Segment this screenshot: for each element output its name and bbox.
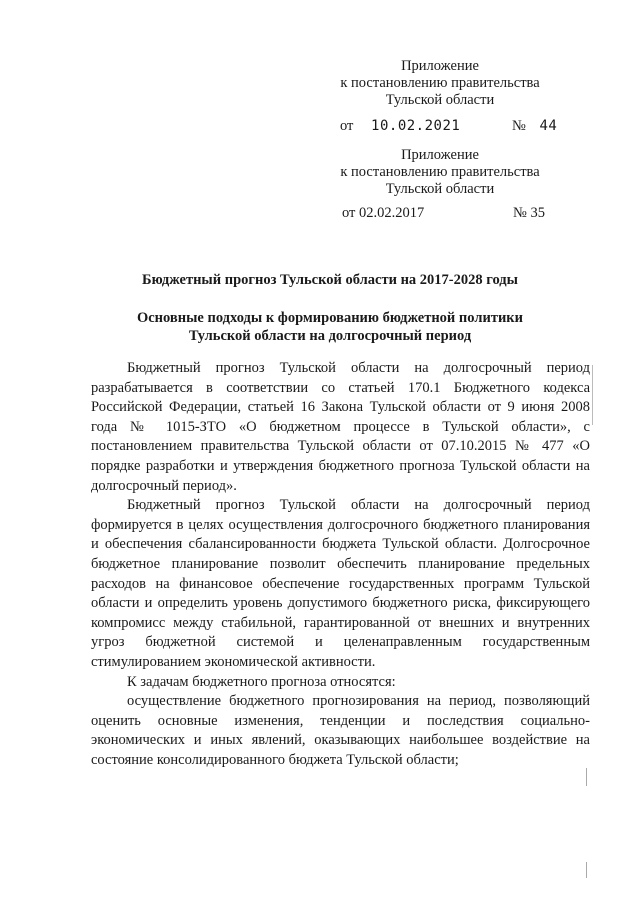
region-label: Тульской области: [385, 92, 495, 108]
original-date: от 02.02.2017: [342, 205, 425, 221]
original-number: № 35: [513, 205, 545, 221]
paragraph-purpose: Бюджетный прогноз Тульской области на долгосрочный период формируется в целях осуществления долгосрочного бюджетного планирования и обеспечения сбалансированности бюджета Тульской области. Долгосрочное бюджетное планирование позволит обеспечить планирование предельных расходов на финансовое обеспечение государственных программ Тульской области и определить уровень допустимого бюджетного риска, фиксирующего компромисс между стабильной, гарантированной от внешних и внутренних угроз бюджетной системой и целенаправленным государственным стимулированием экономической активности.: [91, 497, 590, 670]
appendix-label: Приложение: [401, 58, 479, 74]
original-appendix-label: Приложение: [401, 147, 479, 163]
original-region-label: Тульской области: [385, 181, 495, 197]
number-label: №: [512, 118, 526, 134]
current-number-row: [512, 118, 557, 135]
section-title-line1: Основные подходы к формированию бюджетной политики: [136, 310, 524, 326]
original-to-resolution-label: к постановлению правительства: [340, 164, 540, 180]
scan-artifact: [586, 768, 587, 786]
document-title: Бюджетный прогноз Тульской области на 2017-2028 годы: [142, 272, 518, 288]
current-date-row: [340, 118, 460, 135]
current-date: 10.02.2021: [371, 118, 461, 134]
current-number: 44: [539, 118, 558, 134]
paragraph-task-1: осуществление бюджетного прогнозирования на период, позволяющий оценить основные изменения, тенденции и последствия социально-экономических и иных явлений, оказывающих наибольшее воздействие на состояние консолидированного бюджета Тульской области;: [91, 693, 590, 768]
paragraph-legal-basis: Бюджетный прогноз Тульской области на долгосрочный период разрабатывается в соответствии со статьей 170.1 Бюджетного кодекса Российской Федерации, статьей 16 Закона Тульской области от 9 июня 2008 года № 1015-ЗТО «О бюджетном процессе в Тульской области», с постановлением правительства Тульской области от 07.10.2015 № 477 «О порядке разработки и утверждения бюджетного прогноза Тульской области на долгосрочный период».: [91, 360, 590, 494]
scan-artifact: [586, 862, 587, 878]
section-title-line2: Тульской области на долгосрочный период: [188, 328, 472, 344]
body-text: [91, 359, 590, 770]
scan-artifact: [592, 365, 593, 425]
to-resolution-label: к постановлению правительства: [340, 75, 540, 91]
ot-label: от: [340, 118, 354, 134]
paragraph-tasks-intro: К задачам бюджетного прогноза относятся:: [127, 673, 396, 690]
